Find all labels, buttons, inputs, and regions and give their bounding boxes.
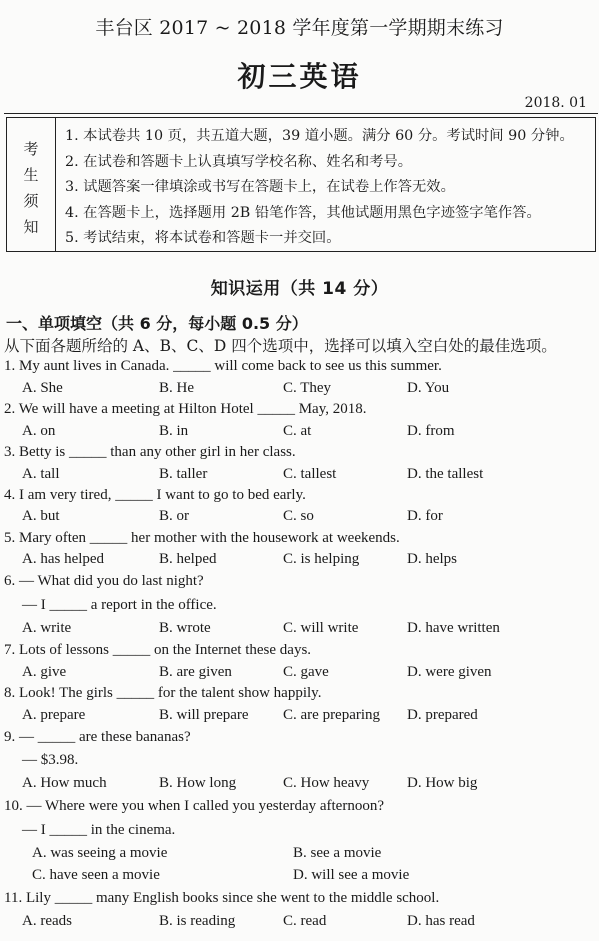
answer-option: D. has read: [407, 913, 475, 929]
answer-option: C. They: [283, 380, 332, 396]
answer-option: B. in: [159, 423, 189, 439]
question-stem: 8. Look! The girls _____ for the talent show happily.: [4, 685, 322, 701]
question-dialogue-line: — I _____ in the cinema.: [22, 822, 176, 838]
part-instruction: 从下面各题所给的 A、B、C、D 四个选项中，选择可以填入空白处的最佳选项。: [4, 337, 557, 355]
answer-option: D. for: [407, 508, 443, 524]
notice-rule: 1. 本试卷共 10 页，共五道大题，39 道小题。满分 60 分。考试时间 90 分钟。: [65, 128, 574, 144]
question-stem: 7. Lots of lessons _____ on the Internet these days.: [4, 642, 312, 658]
notice-rule: 4. 在答题卡上，选择题用 2B 铅笔作答，其他试题用黑色字迹签字笔作答。: [65, 205, 541, 221]
question-stem: 11. Lily _____ many English books since she went to the middle school.: [4, 890, 440, 906]
notice-box: [6, 117, 596, 252]
answer-option: B. see a movie: [293, 845, 382, 861]
notice-rule: 5. 考试结束，将本试卷和答题卡一并交回。: [65, 230, 341, 246]
notice-rule: 2. 在试卷和答题卡上认真填写学校名称、姓名和考号。: [65, 154, 413, 170]
question-dialogue-line: — I _____ a report in the office.: [22, 597, 217, 613]
answer-option: A. write: [22, 620, 72, 636]
answer-option: A. was seeing a movie: [32, 845, 168, 861]
answer-option: D. will see a movie: [293, 867, 410, 883]
question-stem: 6. — What did you do last night?: [4, 573, 204, 589]
answer-option: A. on: [22, 423, 56, 439]
notice-label-char: 知: [23, 218, 39, 236]
subject-title: 初三英语: [237, 60, 362, 93]
part-title: 一、单项填空（共 6 分，每小题 0.5 分）: [6, 314, 308, 333]
answer-option: A. reads: [22, 913, 72, 929]
answer-option: A. tall: [22, 466, 60, 482]
answer-option: B. is reading: [159, 913, 236, 929]
answer-option: A. give: [22, 664, 67, 680]
answer-option: B. or: [159, 508, 189, 524]
answer-option: C. are preparing: [283, 707, 381, 723]
answer-option: B. How long: [159, 775, 237, 791]
notice-rule: 3. 试题答案一律填涂或书写在答题卡上，在试卷上作答无效。: [65, 179, 455, 195]
question-stem: 2. We will have a meeting at Hilton Hotel _____ May, 2018.: [4, 401, 367, 417]
header-divider: [4, 113, 598, 114]
answer-option: C. is helping: [283, 551, 360, 567]
answer-option: A. has helped: [22, 551, 105, 567]
question-stem: 4. I am very tired, _____ I want to go to bed early.: [4, 487, 306, 503]
section-title: 知识运用（共 14 分）: [210, 279, 389, 299]
answer-option: C. gave: [283, 664, 329, 680]
answer-option: B. are given: [159, 664, 232, 680]
answer-option: D. were given: [407, 664, 492, 680]
answer-option: A. How much: [22, 775, 107, 791]
answer-option: C. so: [283, 508, 314, 524]
notice-label-char: 考: [23, 140, 39, 158]
question-stem: 10. — Where were you when I called you yesterday afternoon?: [4, 798, 384, 814]
answer-option: C. How heavy: [283, 775, 370, 791]
answer-option: D. helps: [407, 551, 457, 567]
answer-option: B. will prepare: [159, 707, 249, 723]
answer-option: C. tallest: [283, 466, 337, 482]
answer-option: B. wrote: [159, 620, 211, 636]
answer-option: D. prepared: [407, 707, 478, 723]
question-stem: 5. Mary often _____ her mother with the housework at weekends.: [4, 530, 400, 546]
answer-option: D. the tallest: [407, 466, 484, 482]
answer-option: D. have written: [407, 620, 500, 636]
answer-option: D. How big: [407, 775, 478, 791]
answer-option: C. read: [283, 913, 327, 929]
answer-option: C. will write: [283, 620, 359, 636]
answer-option: C. have seen a movie: [32, 867, 160, 883]
question-dialogue-line: — $3.98.: [22, 752, 79, 768]
question-stem: 3. Betty is _____ than any other girl in her class.: [4, 444, 296, 460]
answer-option: A. She: [22, 380, 63, 396]
exam-title: 丰台区 2017 ~ 2018 学年度第一学期期末练习: [95, 17, 504, 39]
answer-option: B. helped: [159, 551, 217, 567]
answer-option: D. You: [407, 380, 450, 396]
answer-option: C. at: [283, 423, 312, 439]
answer-option: B. taller: [159, 466, 208, 482]
answer-option: A. prepare: [22, 707, 86, 723]
question-stem: 9. — _____ are these bananas?: [4, 729, 191, 745]
notice-label-char: 须: [23, 192, 39, 210]
notice-label: [7, 118, 56, 251]
answer-option: B. He: [159, 380, 194, 396]
answer-option: A. but: [22, 508, 60, 524]
notice-label-char: 生: [23, 166, 39, 184]
exam-date: 2018. 01: [524, 95, 587, 111]
answer-option: D. from: [407, 423, 455, 439]
question-stem: 1. My aunt lives in Canada. _____ will come back to see us this summer.: [4, 358, 442, 374]
